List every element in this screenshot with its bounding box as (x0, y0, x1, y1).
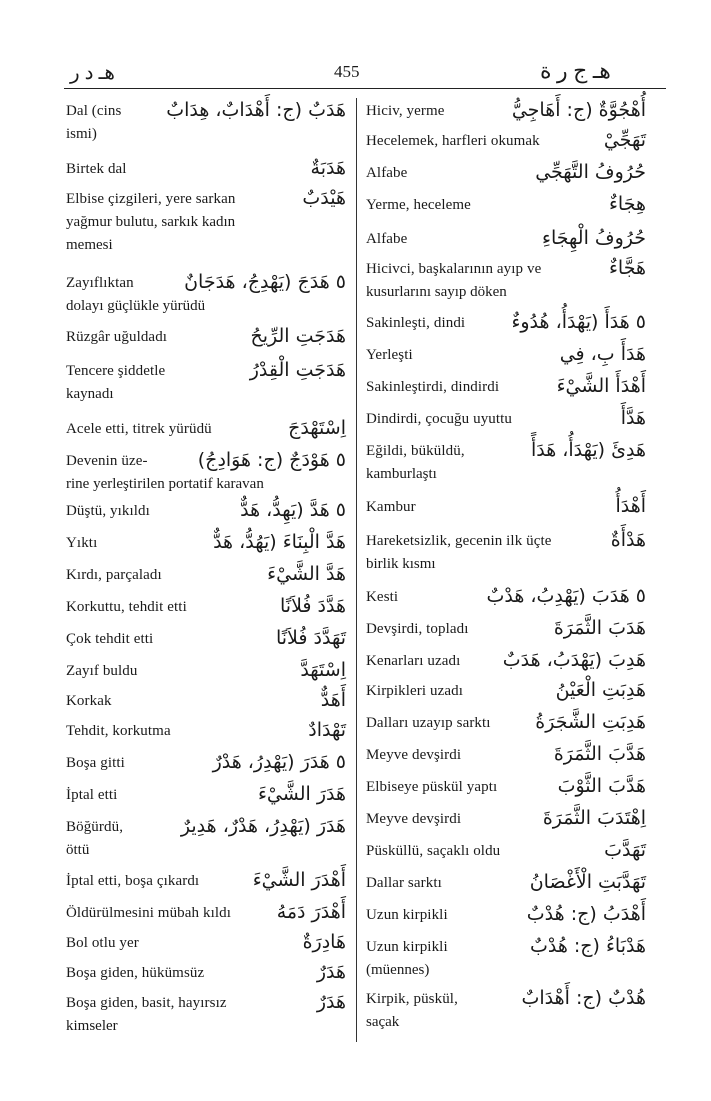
entry-translation: Kesti (366, 589, 399, 605)
entry-translation: Devenin üze- (66, 453, 148, 469)
entry-translation: Sakinleştirdi, dindirdi (366, 379, 500, 395)
entry-translation: öttü (66, 842, 90, 858)
entry-translation: Boşa giden, hükümsüz (66, 965, 205, 981)
column-divider (356, 98, 357, 1042)
entry-translation: Dalları uzayıp sarktı (366, 715, 491, 731)
entry-arabic-headword: هَدَّبَ الثَّمَرَةَ (553, 743, 646, 765)
entry-arabic-headword: هَدَبٌ (ج: أَهْدَابٌ، هِدَابٌ (166, 99, 346, 121)
entry-translation: Zayıf buldu (66, 663, 138, 679)
entry-arabic-headword: ٥ هَدَبَ (يَهْدِبُ، هَدْبٌ (486, 585, 646, 607)
entry-translation: Rüzgâr uğuldadı (66, 329, 168, 345)
entry-translation: Dindirdi, çocuğu uyuttu (366, 411, 513, 427)
entry-arabic-headword: أَهَدٌّ (320, 689, 346, 711)
entry-translation: Yerme, heceleme (366, 197, 471, 213)
entry-translation: Öldürülmesini mübah kıldı (66, 905, 231, 921)
entry-arabic-headword: هَجَّاءٌ (608, 257, 646, 279)
entry-translation: Alfabe (366, 165, 408, 181)
entry-translation: İptal etti (66, 787, 118, 803)
entry-arabic-headword: هَدَّبَ الثَّوْبَ (557, 775, 646, 797)
entry-arabic-headword: أَهْدَرَ الشَّيْءَ (252, 869, 346, 891)
entry-translation: Elbiseye püskül yaptı (366, 779, 498, 795)
entry-translation: kusurlarını sayıp döken (366, 284, 507, 300)
entry-translation: Böğürdü, (66, 819, 124, 835)
entry-arabic-headword: هَدَأَ بِ، فِي (559, 343, 646, 365)
entry-translation: Eğildi, büküldü, (366, 443, 465, 459)
entry-translation: Hicivci, başkalarının ayıp ve (366, 261, 542, 277)
entry-translation: memesi (66, 237, 113, 253)
page-number: 455 (334, 62, 360, 81)
entry-translation: Kirpik, püskül, (366, 991, 458, 1007)
entry-arabic-headword: أَهْدَأُ (615, 495, 646, 517)
entry-translation: Korkak (66, 693, 112, 709)
entry-translation: Korkuttu, tehdit etti (66, 599, 187, 615)
entry-translation: Kirpikleri uzadı (366, 683, 463, 699)
entry-translation: yağmur bulutu, sarkık kadın (66, 214, 236, 230)
entry-arabic-headword: هُدْبٌ (ج: أَهْدَابٌ (521, 987, 646, 1009)
entry-arabic-headword: حُرُوفُ التَّهَجِّي (535, 161, 646, 183)
entry-arabic-headword: ٥ هَدَّ (يَهِدُّ، هَدٌّ (240, 499, 346, 521)
entry-translation: Sakinleşti, dindi (366, 315, 466, 331)
page-header (0, 0, 711, 100)
entry-translation: Tencere şiddetle (66, 363, 166, 379)
entry-arabic-headword: هَدَّ الشَّيْءَ (267, 563, 346, 585)
header-left-root: هـ د ر (70, 62, 115, 84)
entry-arabic-headword: هَدِئَ (يَهْدَأُ، هَدَأً (530, 439, 646, 461)
entry-arabic-headword: اِهْتَدَبَ الثَّمَرَةَ (542, 807, 646, 829)
entry-translation: birlik kısmı (366, 556, 436, 572)
entry-arabic-headword: ٥ هَدَجَ (يَهْدِجُ، هَدَجَانٌ (184, 271, 346, 293)
entry-translation: Boşa giden, basit, hayırsız (66, 995, 227, 1011)
entry-translation: Elbise çizgileri, yere sarkan (66, 191, 236, 207)
entry-arabic-headword: هَدَّ الْبِنَاءَ (يَهُدُّ، هَدٌّ (213, 531, 346, 553)
entry-translation: kaynadı (66, 386, 114, 402)
entry-translation: Yıktı (66, 535, 98, 551)
entry-translation: Meyve devşirdi (366, 747, 462, 763)
entry-arabic-headword: هَدَّأَ (620, 407, 646, 429)
entry-arabic-headword: هَدَبَ الثَّمَرَةَ (553, 617, 646, 639)
entry-arabic-headword: هَدَجَتِ الْقِدْرُ (249, 359, 346, 381)
entry-arabic-headword: تَهَدَّبَ (604, 839, 646, 861)
entry-translation: Kambur (366, 499, 416, 515)
entry-translation: Uzun kirpikli (366, 939, 448, 955)
entry-arabic-headword: ٥ هَوْدَجٌ (ج: هَوَادِجُ) (197, 449, 346, 471)
entry-arabic-headword: حُرُوفُ الْهِجَاءِ (542, 227, 646, 249)
entry-arabic-headword: هَدَرٌ (316, 961, 346, 983)
entry-arabic-headword: تَهْدَادٌ (308, 719, 346, 741)
entry-translation: ismi) (66, 126, 97, 142)
entry-arabic-headword: هَدْبَاءُ (ج: هُدْبٌ (529, 935, 646, 957)
entry-translation: Kırdı, parçaladı (66, 567, 162, 583)
entry-translation: (müennes) (366, 962, 430, 978)
entry-translation: Kenarları uzadı (366, 653, 461, 669)
entry-arabic-headword: اِسْتَهْدَجَ (288, 417, 346, 439)
entry-arabic-headword: ٥ هَدَأَ (يَهْدَأُ، هُدُوءٌ (511, 311, 646, 333)
entry-translation: Dal (cins (66, 103, 122, 119)
entry-translation: Hareketsizlik, gecenin ilk üçte (366, 533, 552, 549)
entry-arabic-headword: هَدَجَتِ الرِّيحُ (250, 325, 346, 347)
entry-translation: Acele etti, titrek yürüdü (66, 421, 212, 437)
entry-arabic-headword: هَيْدَبٌ (302, 187, 346, 209)
entry-translation: Hiciv, yerme (366, 103, 445, 119)
entry-arabic-headword: هَدَّدَ فُلاَنًا (280, 595, 346, 617)
entry-translation: İptal etti, boşa çıkardı (66, 873, 200, 889)
entry-translation: Birtek dal (66, 161, 127, 177)
entry-translation: Boşa gitti (66, 755, 125, 771)
entry-translation: Meyve devşirdi (366, 811, 462, 827)
entry-translation: Devşirdi, topladı (366, 621, 469, 637)
entry-arabic-headword: أَهْدَرَ دَمَهُ (276, 901, 346, 923)
entry-arabic-headword: أَهْدَأَ الشَّيْءَ (556, 375, 646, 397)
entry-arabic-headword: اِسْتَهَدَّ (300, 659, 346, 681)
entry-arabic-headword: أَهْدَبُ (ج: هُدْبٌ (526, 903, 646, 925)
entry-arabic-headword: هَدِبَتِ الْعَيْنُ (555, 679, 646, 701)
entry-arabic-headword: هَدَرَ الشَّيْءَ (258, 783, 346, 805)
entry-arabic-headword: هَدَرٌ (316, 991, 346, 1013)
entry-translation: kamburlaştı (366, 466, 437, 482)
entry-translation: Düştü, yıkıldı (66, 503, 150, 519)
entry-arabic-headword: هَدِبَتِ الشَّجَرَةُ (535, 711, 646, 733)
entry-translation: Dallar sarktı (366, 875, 442, 891)
entry-arabic-headword: تَهَجِّيْ (603, 129, 646, 151)
entry-translation: Bol otlu yer (66, 935, 139, 951)
entry-arabic-headword: هَدْأَةٌ (610, 529, 646, 551)
entry-translation: Hecelemek, harfleri okumak (366, 133, 540, 149)
entry-translation: dolayı güçlükle yürüdü (66, 298, 206, 314)
entry-arabic-headword: هَادِرَةٌ (302, 931, 346, 953)
entry-translation: Çok tehdit etti (66, 631, 154, 647)
entry-arabic-headword: هَدِبَ (يَهْدَبُ، هَدَبٌ (502, 649, 646, 671)
entry-translation: kimseler (66, 1018, 118, 1034)
entry-translation: Alfabe (366, 231, 408, 247)
entry-translation: Uzun kirpikli (366, 907, 448, 923)
entry-translation: Tehdit, korkutma (66, 723, 171, 739)
entry-arabic-headword: تَهَدَّدَ فُلاَنًا (275, 627, 346, 649)
entry-translation: Zayıflıktan (66, 275, 134, 291)
entry-translation: Püsküllü, saçaklı oldu (366, 843, 501, 859)
entry-arabic-headword: هَدَبَةٌ (310, 157, 346, 179)
header-right-root: هـ ج ر ة (540, 58, 611, 83)
entry-arabic-headword: تَهَدَّبَتِ الْأَغْصَانُ (529, 871, 646, 893)
entry-translation: saçak (366, 1014, 400, 1030)
entry-arabic-headword: هَدَرَ (يَهْدِرُ، هَدْرٌ، هَدِيرٌ (180, 815, 346, 837)
entry-arabic-headword: ٥ هَدَرَ (يَهْدِرُ، هَدْرٌ (212, 751, 346, 773)
entry-translation: rine yerleştirilen portatif karavan (66, 476, 264, 492)
header-rule (64, 88, 666, 89)
entry-arabic-headword: هِجَاءٌ (608, 193, 646, 215)
entry-translation: Yerleşti (366, 347, 413, 363)
entry-arabic-headword: أُهْجُوَّةٌ (ج: أَهَاجِيُّ (511, 99, 646, 121)
